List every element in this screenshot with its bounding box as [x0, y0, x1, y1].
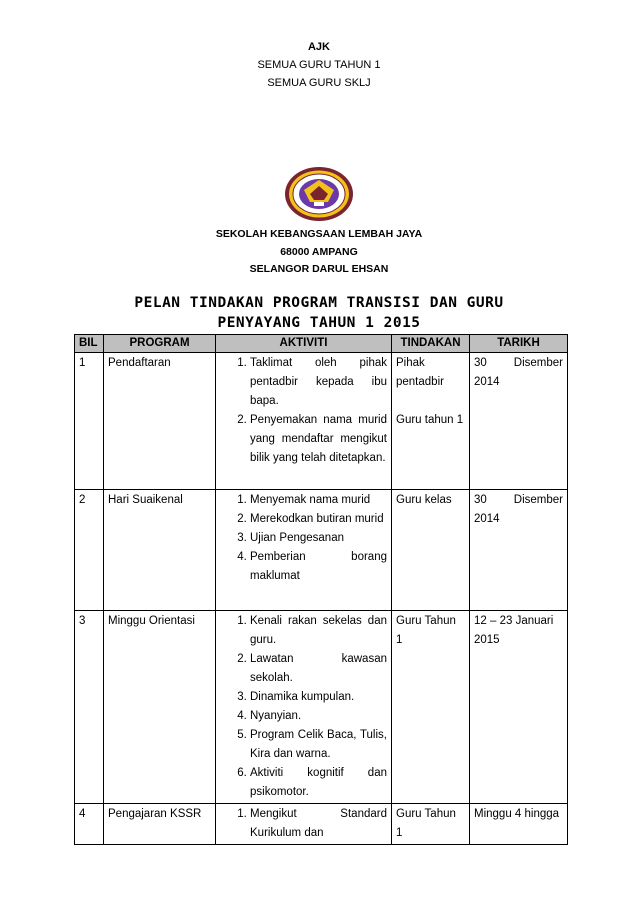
school-postcode: 68000 AMPANG [280, 245, 358, 258]
school-address [0, 226, 638, 279]
committee-header [0, 38, 638, 92]
activity-item: 2. Penyemakan nama murid yang mendaftar mengikut bilik yang telah ditetapkan. [250, 411, 387, 468]
cell-tarikh: 30 Disember 2014 [470, 490, 568, 611]
table-header-row [75, 335, 568, 353]
committee-line-1: SEMUA GURU TAHUN 1 [257, 59, 381, 71]
table-row [75, 611, 568, 804]
col-header-aktiviti: AKTIVITI [216, 335, 392, 353]
col-header-tarikh: TARIKH [470, 335, 568, 353]
table-row [75, 490, 568, 611]
cell-aktiviti [216, 353, 392, 490]
col-header-program: PROGRAM [104, 335, 216, 353]
activity-item: 6. Aktiviti kognitif dan psikomotor. [250, 764, 387, 802]
activity-item: 1. Kenali rakan sekelas dan guru. [250, 612, 387, 650]
school-state: SELANGOR DARUL EHSAN [249, 263, 389, 275]
cell-tindakan: Guru Tahun 1 [392, 804, 470, 845]
activity-item: 2. Merekodkan butiran murid [250, 510, 387, 529]
activity-item: 4. Nyanyian. [250, 707, 387, 726]
cell-bil: 3 [75, 611, 104, 804]
cell-bil: 2 [75, 490, 104, 611]
cell-program: Pengajaran KSSR [104, 804, 216, 845]
activity-item: 4. Pemberian borang maklumat [250, 548, 387, 586]
school-logo [284, 166, 354, 222]
cell-bil: 4 [75, 804, 104, 845]
col-header-tindakan: TINDAKAN [392, 335, 470, 353]
action-plan-table [74, 334, 568, 845]
tindakan-item: Pihak pentadbir [396, 357, 444, 388]
cell-tindakan: Guru kelas [392, 490, 470, 611]
ajk-label: AJK [307, 41, 330, 53]
activity-item: 5. Program Celik Baca, Tulis, Kira dan warna. [250, 726, 387, 764]
cell-tarikh: 12 – 23 Januari 2015 [470, 611, 568, 804]
cell-tindakan: Guru Tahun 1 [392, 611, 470, 804]
cell-tindakan [392, 353, 470, 490]
activity-item: 3. Ujian Pengesanan [250, 529, 387, 548]
cell-aktiviti [216, 804, 392, 845]
title-line-2: PENYAYANG TAHUN 1 2015 [217, 315, 421, 331]
activity-item: 3. Dinamika kumpulan. [250, 688, 387, 707]
cell-tarikh: 30 Disember 2014 [470, 353, 568, 490]
cell-aktiviti [216, 611, 392, 804]
tindakan-item: Guru tahun 1 [396, 414, 464, 426]
title-line-1: PELAN TINDAKAN PROGRAM TRANSISI DAN GURU [134, 295, 504, 311]
cell-aktiviti [216, 490, 392, 611]
cell-program: Minggu Orientasi [104, 611, 216, 804]
cell-program: Hari Suaikenal [104, 490, 216, 611]
school-name: SEKOLAH KEBANGSAAN LEMBAH JAYA [215, 228, 423, 240]
activity-item: 1. Menyemak nama murid [250, 491, 387, 510]
col-header-bil: BIL [75, 335, 104, 353]
activity-item: 2. Lawatan kawasan sekolah. [250, 650, 387, 688]
activity-item: 1. Taklimat oleh pihak pentadbir kepada ibu bapa. [250, 354, 387, 411]
table-row [75, 353, 568, 490]
cell-tarikh: Minggu 4 hingga [470, 804, 568, 845]
cell-bil: 1 [75, 353, 104, 490]
cell-program: Pendaftaran [104, 353, 216, 490]
committee-line-2: SEMUA GURU SKLJ [267, 77, 371, 89]
activity-item: 1. Mengikut Standard Kurikulum dan [250, 805, 387, 843]
document-title [60, 293, 578, 333]
table-row [75, 804, 568, 845]
